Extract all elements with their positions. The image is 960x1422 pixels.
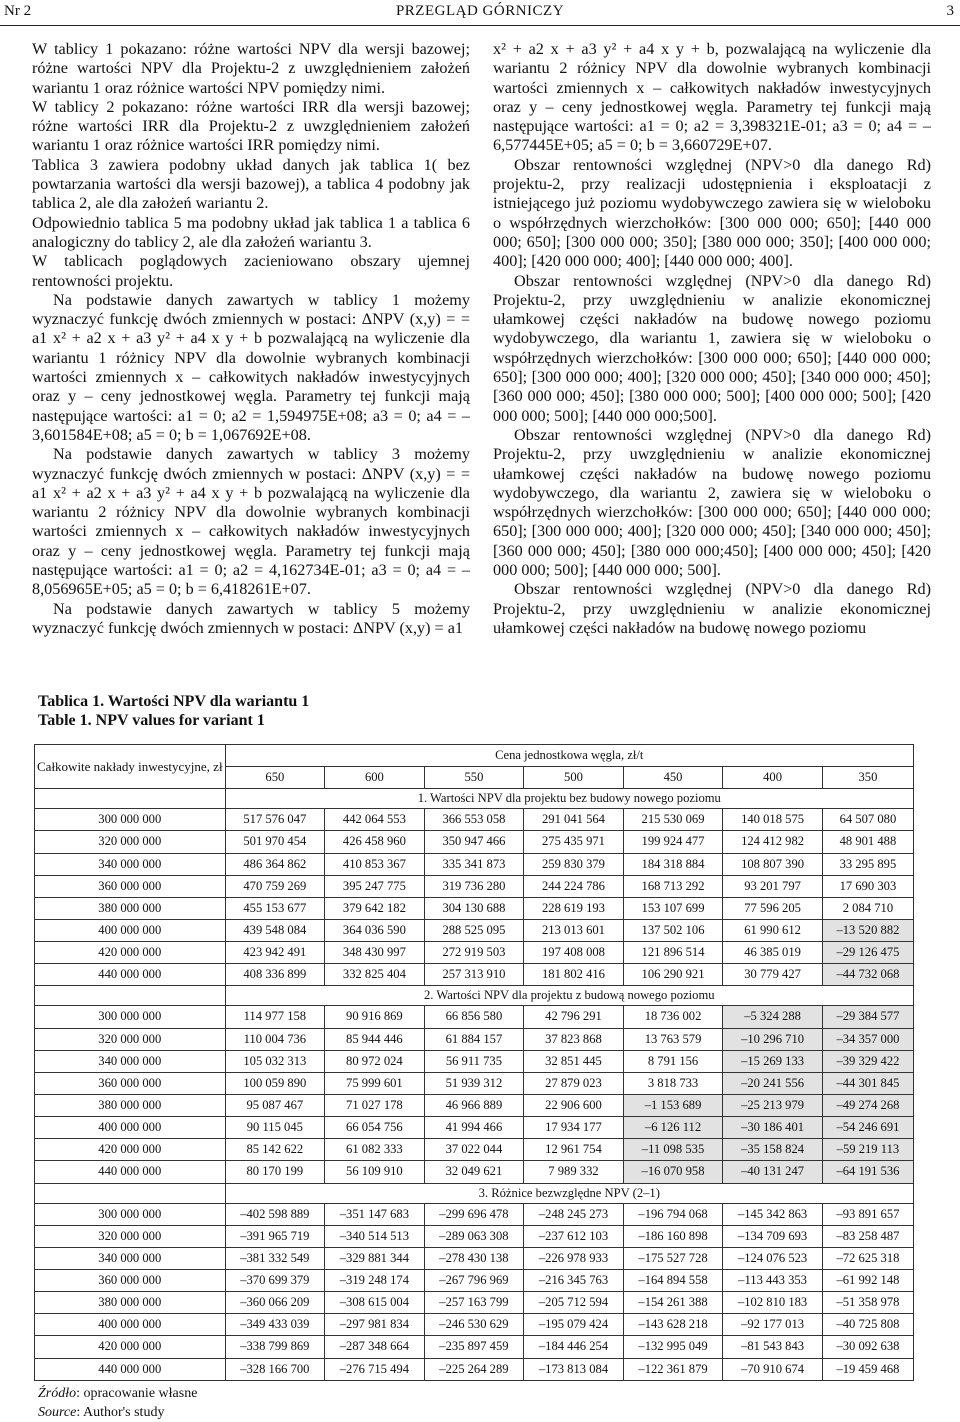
table-row (35, 1292, 914, 1314)
npv-cell: 244 224 786 (524, 875, 624, 897)
npv-cell: –19 459 468 (822, 1358, 913, 1380)
npv-cell: 17 934 177 (524, 1117, 624, 1139)
npv-cell: –40 131 247 (723, 1161, 823, 1183)
npv-cell: –54 246 691 (822, 1117, 913, 1139)
npv-cell: –308 615 004 (325, 1292, 425, 1314)
npv-cell: –81 543 843 (723, 1336, 823, 1358)
page-number: 3 (946, 3, 954, 19)
npv-cell: 213 013 601 (524, 919, 624, 941)
issue-number: Nr 2 (4, 3, 32, 19)
table-row (35, 1050, 914, 1072)
npv-cell: 48 901 488 (822, 831, 913, 853)
npv-cell: 71 027 178 (325, 1094, 425, 1116)
investment-cell: 440 000 000 (35, 1358, 226, 1380)
table-row (35, 1117, 914, 1139)
investment-cell: 320 000 000 (35, 831, 226, 853)
npv-cell: –338 799 869 (225, 1336, 325, 1358)
npv-cell: 18 736 002 (623, 1006, 723, 1028)
npv-cell: –64 191 536 (822, 1161, 913, 1183)
npv-cell: –246 530 629 (424, 1314, 524, 1336)
npv-cell: –30 092 638 (822, 1336, 913, 1358)
npv-cell: 124 412 982 (723, 831, 823, 853)
npv-cell: –34 357 000 (822, 1028, 913, 1050)
investment-cell: 300 000 000 (35, 1006, 226, 1028)
npv-cell: 56 911 735 (424, 1050, 524, 1072)
npv-cell: –235 897 459 (424, 1336, 524, 1358)
npv-cell: 408 336 899 (225, 964, 325, 986)
npv-cell: 486 364 862 (225, 853, 325, 875)
table-body (35, 789, 914, 1380)
npv-cell: –44 301 845 (822, 1072, 913, 1094)
npv-cell: 168 713 292 (623, 875, 723, 897)
npv-cell: –11 098 535 (623, 1139, 723, 1161)
npv-cell: 27 879 023 (524, 1072, 624, 1094)
npv-cell: 395 247 775 (325, 875, 425, 897)
npv-cell: –351 147 683 (325, 1203, 425, 1225)
investment-cell: 400 000 000 (35, 1314, 226, 1336)
investment-cell: 420 000 000 (35, 942, 226, 964)
npv-cell: 366 553 058 (424, 809, 524, 831)
npv-cell: 56 109 910 (325, 1161, 425, 1183)
table-row (35, 809, 914, 831)
npv-cell: 17 690 303 (822, 875, 913, 897)
npv-cell: –39 329 422 (822, 1050, 913, 1072)
investment-cell: 420 000 000 (35, 1139, 226, 1161)
npv-cell: –184 446 254 (524, 1336, 624, 1358)
npv-cell: –92 177 013 (723, 1314, 823, 1336)
npv-cell: 77 596 205 (723, 897, 823, 919)
table-row (35, 1139, 914, 1161)
npv-cell: –29 126 475 (822, 942, 913, 964)
section-title-row (35, 1183, 914, 1203)
table-source (38, 1384, 197, 1422)
investment-cell: 380 000 000 (35, 1094, 226, 1116)
npv-cell: –237 612 103 (524, 1225, 624, 1247)
paragraph: Odpowiednio tablica 5 ma podobny układ jak tablica 1 a tablica 6 analogiczny do tablicy 2, ale dla założeń wariantu 3. (32, 213, 470, 251)
npv-cell: 100 059 890 (225, 1072, 325, 1094)
npv-cell: 335 341 873 (424, 853, 524, 875)
npv-cell: 93 201 797 (723, 875, 823, 897)
section-title: 1. Wartości NPV dla projektu bez budowy nowego poziomu (225, 789, 913, 809)
investment-cell: 360 000 000 (35, 1072, 226, 1094)
investment-cell: 340 000 000 (35, 1050, 226, 1072)
npv-cell: 350 947 466 (424, 831, 524, 853)
paragraph: Obszar rentowności względnej (NPV>0 dla danego Rd) Projektu-2, przy uwzględnieniu w analizie ekonomicznej ułamkowej części nakładów na budowę nowego poziomu (493, 580, 931, 637)
npv-cell: –391 965 719 (225, 1225, 325, 1247)
npv-cell: 80 170 199 (225, 1161, 325, 1183)
table-row (35, 1006, 914, 1028)
paragraph: x² + a2 x + a3 y² + a4 x y + b, pozwalającą na wyliczenie dla wariantu 2 różnicy NPV dla dowolnie wybranych kombinacji wartości zmiennych x – całkowitych nakładów inwestycyjnych oraz y – ceny jednostkowej węgla. Parametry tej funkcji mają następujące wartości: a1 = 0; a2 = 3,398321E-01; a3 = 0; a4 = –6,577445E+05; a5 = 0; b = 3,660729E+07. (493, 40, 931, 155)
section-title-row (35, 789, 914, 809)
npv-cell: 105 032 313 (225, 1050, 325, 1072)
npv-cell: 80 972 024 (325, 1050, 425, 1072)
npv-cell: 114 977 158 (225, 1006, 325, 1028)
table-row (35, 1314, 914, 1336)
investment-cell: 320 000 000 (35, 1225, 226, 1247)
table-row (35, 1225, 914, 1247)
npv-cell: –340 514 513 (325, 1225, 425, 1247)
npv-cell: 137 502 106 (623, 919, 723, 941)
paragraph: Na podstawie danych zawartych w tablicy 3 możemy wyznaczyć funkcję dwóch zmiennych w postaci: ΔNPV (x,y) = = a1 x² + a2 x + a3 y² + a4 x y + b pozwalającą na wyliczenie dla wariantu 2 różnicy NPV dla dowolnie wybranych kombinacji wartości zmiennych x – całkowitych nakładów inwestycyjnych oraz y – ceny jednostkowej węgla. Parametry tej funkcji mają następujące wartości: a1 = 0; a2 = 4,162734E-01; a3 = 0; a4 = – 8,056965E+05; a5 = 0; b = 6,418261E+07. (32, 445, 470, 599)
table-row (35, 1072, 914, 1094)
npv-cell: 259 830 379 (524, 853, 624, 875)
table-row (35, 831, 914, 853)
npv-cell: 64 507 080 (822, 809, 913, 831)
investment-cell: 340 000 000 (35, 853, 226, 875)
npv-cell: 517 576 047 (225, 809, 325, 831)
npv-cell: –226 978 933 (524, 1247, 624, 1269)
npv-cell: –49 274 268 (822, 1094, 913, 1116)
npv-cell: 257 313 910 (424, 964, 524, 986)
investment-cell: 440 000 000 (35, 964, 226, 986)
table-caption-pl: Tablica 1. Wartości NPV dla wariantu 1 (38, 693, 310, 710)
npv-cell: –289 063 308 (424, 1225, 524, 1247)
npv-cell: 41 994 466 (424, 1117, 524, 1139)
stub-cell (35, 789, 226, 809)
npv-cell: –328 166 700 (225, 1358, 325, 1380)
npv-cell: 121 896 514 (623, 942, 723, 964)
npv-cell: –59 219 113 (822, 1139, 913, 1161)
stub-cell (35, 1183, 226, 1203)
table-row (35, 853, 914, 875)
npv-cell: 8 791 156 (623, 1050, 723, 1072)
stub-header: Całkowite nakłady inwestycyjne, zł (35, 745, 226, 789)
journal-title: PRZEGLĄD GÓRNICZY (395, 3, 565, 19)
npv-cell: –205 712 594 (524, 1292, 624, 1314)
paragraph: W tablicach poglądowych zacieniowano obszary ujemnej rentowności projektu. (32, 252, 470, 290)
npv-cell: 379 642 182 (325, 897, 425, 919)
npv-cell: –287 348 664 (325, 1336, 425, 1358)
npv-cell: –15 269 133 (723, 1050, 823, 1072)
investment-cell: 300 000 000 (35, 809, 226, 831)
table-row (35, 964, 914, 986)
npv-cell: 470 759 269 (225, 875, 325, 897)
npv-cell: –216 345 763 (524, 1269, 624, 1291)
price-header: 350 (822, 767, 913, 789)
investment-cell: 440 000 000 (35, 1161, 226, 1183)
investment-cell: 340 000 000 (35, 1247, 226, 1269)
npv-cell: –186 160 898 (623, 1225, 723, 1247)
price-header: 400 (723, 767, 823, 789)
npv-cell: 110 004 736 (225, 1028, 325, 1050)
price-header: 500 (524, 767, 624, 789)
npv-cell: –154 261 388 (623, 1292, 723, 1314)
price-header: 650 (225, 767, 325, 789)
npv-cell: 46 385 019 (723, 942, 823, 964)
npv-cell: 215 530 069 (623, 809, 723, 831)
paragraph: Obszar rentowności względnej (NPV>0 dla danego Rd) projektu-2, przy realizacji udostępnienia i eksploatacji z istniejącego już poziomu wydobywczego zawiera się w wieloboku o współrzędnych wierzchołków: [300 000 000; 650]; [440 000 000; 650]; [300 000 000; 350]; [380 000 000; 350]; [400 000 000; 400]; [420 000 000; 400]; [440 000 000; 400]. (493, 155, 931, 271)
npv-cell: –132 995 049 (623, 1336, 723, 1358)
npv-cell: 33 295 895 (822, 853, 913, 875)
npv-cell: 455 153 677 (225, 897, 325, 919)
investment-cell: 300 000 000 (35, 1203, 226, 1225)
section-title: 2. Wartości NPV dla projektu z budową nowego poziomu (225, 986, 913, 1006)
npv-cell: –329 881 344 (325, 1247, 425, 1269)
source-label-pl: Źródło (38, 1386, 77, 1401)
npv-cell: 332 825 404 (325, 964, 425, 986)
npv-cell: 181 802 416 (524, 964, 624, 986)
npv-cell: –70 910 674 (723, 1358, 823, 1380)
npv-cell: 32 851 445 (524, 1050, 624, 1072)
npv-cell: –93 891 657 (822, 1203, 913, 1225)
npv-cell: –143 628 218 (623, 1314, 723, 1336)
npv-cell: –35 158 824 (723, 1139, 823, 1161)
npv-cell: –5 324 288 (723, 1006, 823, 1028)
paragraph: W tablicy 2 pokazano: różne wartości IRR dla wersji bazowej; różne wartości IRR dla Projektu-2 z uwzględnieniem założeń wariantu 1 oraz różnice wartości IRR pomiędzy nimi. (32, 97, 470, 155)
npv-cell: 442 064 553 (325, 809, 425, 831)
paragraph: Obszar rentowności względnej (NPV>0 dla danego Rd) Projektu-2, przy uwzględnieniu w analizie ekonomicznej ułamkowej części nakładów na budowę nowego poziomu wydobywczego, dla wariantu 1, zawiera się w wieloboku o współrzędnych wierzchołków: [300 000 000; 650]; [440 000 000; 650]; [300 000 000; 400]; [320 000 000; 450]; [340 000 000; 450]; [360 000 000; 450]; [380 000 000; 500]; [400 000 000; 500]; [420 000 000; 500]; [440 000 000;500]. (493, 271, 931, 425)
table-row (35, 1028, 914, 1050)
npv-cell: –40 725 808 (822, 1314, 913, 1336)
npv-cell: 90 916 869 (325, 1006, 425, 1028)
npv-cell: –44 732 068 (822, 964, 913, 986)
paragraph: Obszar rentowności względnej (NPV>0 dla danego Rd) Projektu-2, przy uwzględnieniu w analizie ekonomicznej ułamkowej części nakładów na budowę nowego poziomu wydobywczego, dla wariantu 2, zawiera się w wieloboku o współrzędnych wierzchołków: [300 000 000; 650]; [440 000 000; 650]; [300 000 000; 400]; [320 000 000; 450]; [340 000 000; 450]; [360 000 000; 450]; [380 000 000;450]; [400 000 000; 450]; [420 000 000; 500]; [440 000 000; 500]. (493, 425, 931, 580)
investment-cell: 320 000 000 (35, 1028, 226, 1050)
table-row (35, 897, 914, 919)
npv-cell: –196 794 068 (623, 1203, 723, 1225)
npv-cell: 66 856 580 (424, 1006, 524, 1028)
npv-cell: 153 107 699 (623, 897, 723, 919)
investment-cell: 360 000 000 (35, 1269, 226, 1291)
npv-cell: –1 153 689 (623, 1094, 723, 1116)
table-caption-en: Table 1. NPV values for variant 1 (38, 712, 265, 729)
npv-cell: 319 736 280 (424, 875, 524, 897)
npv-cell: 199 924 477 (623, 831, 723, 853)
npv-cell: –6 126 112 (623, 1117, 723, 1139)
npv-cell: –278 430 138 (424, 1247, 524, 1269)
npv-cell: –195 079 424 (524, 1314, 624, 1336)
npv-cell: –381 332 549 (225, 1247, 325, 1269)
table-row (35, 919, 914, 941)
npv-cell: –319 248 174 (325, 1269, 425, 1291)
npv-cell: 272 919 503 (424, 942, 524, 964)
npv-cell: –360 066 209 (225, 1292, 325, 1314)
npv-cell: –164 894 558 (623, 1269, 723, 1291)
npv-cell: 228 619 193 (524, 897, 624, 919)
npv-cell: –257 163 799 (424, 1292, 524, 1314)
npv-cell: 423 942 491 (225, 942, 325, 964)
npv-cell: 184 318 884 (623, 853, 723, 875)
npv-cell: 140 018 575 (723, 809, 823, 831)
npv-cell: 501 970 454 (225, 831, 325, 853)
npv-cell: 426 458 960 (325, 831, 425, 853)
npv-cell: 42 796 291 (524, 1006, 624, 1028)
table-row (35, 875, 914, 897)
source-label-en: Source (38, 1405, 77, 1420)
npv-cell: –113 443 353 (723, 1269, 823, 1291)
npv-cell: –225 264 289 (424, 1358, 524, 1380)
price-header: 550 (424, 767, 524, 789)
npv-cell: 12 961 754 (524, 1139, 624, 1161)
table-row (35, 1358, 914, 1380)
stub-cell (35, 986, 226, 1006)
npv-cell: 85 944 446 (325, 1028, 425, 1050)
npv-cell: 275 435 971 (524, 831, 624, 853)
npv-cell: 61 082 333 (325, 1139, 425, 1161)
npv-cell: –29 384 577 (822, 1006, 913, 1028)
npv-cell: –349 433 039 (225, 1314, 325, 1336)
npv-cell: –83 258 487 (822, 1225, 913, 1247)
npv-cell: –173 813 084 (524, 1358, 624, 1380)
price-header: 450 (623, 767, 723, 789)
npv-cell: –30 186 401 (723, 1117, 823, 1139)
npv-cell: 61 884 157 (424, 1028, 524, 1050)
npv-cell: 95 087 467 (225, 1094, 325, 1116)
left-text-column (32, 40, 470, 638)
npv-cell: –13 520 882 (822, 919, 913, 941)
investment-cell: 400 000 000 (35, 1117, 226, 1139)
npv-cell: –25 213 979 (723, 1094, 823, 1116)
npv-cell: –276 715 494 (325, 1358, 425, 1380)
npv-cell: 2 084 710 (822, 897, 913, 919)
npv-cell: 348 430 997 (325, 942, 425, 964)
npv-cell: 90 115 045 (225, 1117, 325, 1139)
npv-table (34, 744, 914, 1381)
npv-cell: 108 807 390 (723, 853, 823, 875)
npv-cell: –297 981 834 (325, 1314, 425, 1336)
table-row (35, 1161, 914, 1183)
paragraph: W tablicy 1 pokazano: różne wartości NPV dla wersji bazowej; różne wartości NPV dla Projektu-2 z uwzględnieniem założeń wariantu 1 oraz różnice wartości NPV pomiędzy nimi. (32, 40, 470, 97)
npv-cell: –134 709 693 (723, 1225, 823, 1247)
npv-cell: 7 989 332 (524, 1161, 624, 1183)
npv-cell: –102 810 183 (723, 1292, 823, 1314)
npv-cell: 288 525 095 (424, 919, 524, 941)
npv-cell: 304 130 688 (424, 897, 524, 919)
npv-cell: –299 696 478 (424, 1203, 524, 1225)
running-header (0, 0, 960, 26)
investment-cell: 420 000 000 (35, 1336, 226, 1358)
npv-cell: 51 939 312 (424, 1072, 524, 1094)
npv-cell: 46 966 889 (424, 1094, 524, 1116)
npv-cell: –16 070 958 (623, 1161, 723, 1183)
table-row (35, 1269, 914, 1291)
npv-cell: 75 999 601 (325, 1072, 425, 1094)
npv-cell: 410 853 367 (325, 853, 425, 875)
price-group-header: Cena jednostkowa węgla, zł/t (225, 745, 913, 767)
npv-cell: 66 054 756 (325, 1117, 425, 1139)
npv-cell: –10 296 710 (723, 1028, 823, 1050)
price-header: 600 (325, 767, 425, 789)
table-caption (38, 692, 309, 730)
npv-cell: –267 796 969 (424, 1269, 524, 1291)
section-title: 3. Różnice bezwzględne NPV (2–1) (225, 1183, 913, 1203)
npv-cell: –122 361 879 (623, 1358, 723, 1380)
table-row (35, 942, 914, 964)
npv-cell: 85 142 622 (225, 1139, 325, 1161)
table-row (35, 1247, 914, 1269)
npv-cell: 61 990 612 (723, 919, 823, 941)
npv-cell: –61 992 148 (822, 1269, 913, 1291)
table-row (35, 1203, 914, 1225)
npv-cell: 32 049 621 (424, 1161, 524, 1183)
investment-cell: 380 000 000 (35, 1292, 226, 1314)
table-row (35, 1336, 914, 1358)
table-row (35, 1094, 914, 1116)
npv-cell: 197 408 008 (524, 942, 624, 964)
source-text-pl: : opracowanie własne (76, 1386, 198, 1401)
npv-cell: 291 041 564 (524, 809, 624, 831)
npv-cell: 30 779 427 (723, 964, 823, 986)
npv-cell: –370 699 379 (225, 1269, 325, 1291)
investment-cell: 360 000 000 (35, 875, 226, 897)
source-text-en: : Author's study (76, 1405, 165, 1420)
npv-cell: 22 906 600 (524, 1094, 624, 1116)
npv-cell: –175 527 728 (623, 1247, 723, 1269)
section-title-row (35, 986, 914, 1006)
npv-cell: –402 598 889 (225, 1203, 325, 1225)
npv-cell: –145 342 863 (723, 1203, 823, 1225)
paragraph: Tablica 3 zawiera podobny układ danych jak tablica 1( bez powtarzania wartości dla wersji bazowej), a tablica 4 podobny jak tablica 2, ale dla założeń wariantu 2. (32, 155, 470, 213)
paragraph: Na podstawie danych zawartych w tablicy 5 możemy wyznaczyć funkcję dwóch zmiennych w postaci: ΔNPV (x,y) = a1 (32, 599, 470, 637)
npv-cell: 37 823 868 (524, 1028, 624, 1050)
npv-cell: 13 763 579 (623, 1028, 723, 1050)
npv-cell: –51 358 978 (822, 1292, 913, 1314)
investment-cell: 380 000 000 (35, 897, 226, 919)
npv-cell: 106 290 921 (623, 964, 723, 986)
right-text-column (493, 40, 931, 638)
npv-cell: 3 818 733 (623, 1072, 723, 1094)
investment-cell: 400 000 000 (35, 919, 226, 941)
npv-cell: –20 241 556 (723, 1072, 823, 1094)
npv-cell: 439 548 084 (225, 919, 325, 941)
paragraph: Na podstawie danych zawartych w tablicy 1 możemy wyznaczyć funkcję dwóch zmiennych w postaci: ΔNPV (x,y) = = a1 x² + a2 x + a3 y² + a4 x y + b pozwalającą na wyliczenie dla wariantu 1 różnicy NPV dla dowolnie wybranych kombinacji wartości zmiennych x – całkowitych nakładów inwestycyjnych oraz y – ceny jednostkowej węgla. Parametry tej funkcji mają następujące wartości: a1 = 0; a2 = 1,594975E+08; a3 = 0; a4 = –3,601584E+08; a5 = 0; b = 1,067692E+08. (32, 290, 470, 444)
npv-cell: –124 076 523 (723, 1247, 823, 1269)
npv-cell: –248 245 273 (524, 1203, 624, 1225)
npv-cell: 37 022 044 (424, 1139, 524, 1161)
npv-cell: 364 036 590 (325, 919, 425, 941)
npv-cell: –72 625 318 (822, 1247, 913, 1269)
